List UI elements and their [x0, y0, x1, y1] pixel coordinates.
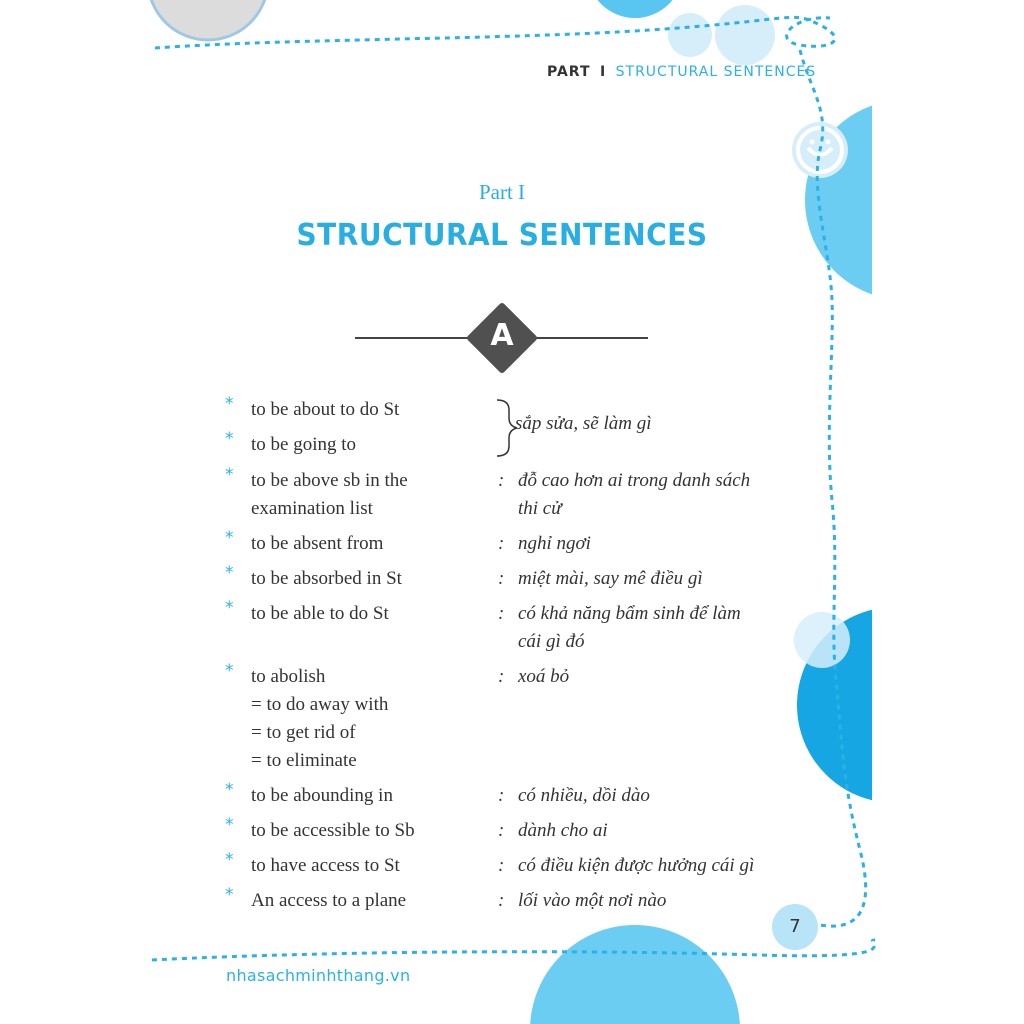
- entry-colon: :: [498, 666, 505, 687]
- entry-meaning: xoá bỏ: [518, 666, 570, 687]
- decor-bubble-small: [668, 13, 712, 57]
- entry-term: to have access to St: [251, 855, 400, 876]
- bullet-star-icon: *: [225, 528, 234, 548]
- entry-meaning: dành cho ai: [518, 820, 608, 841]
- bullet-star-icon: *: [225, 850, 234, 870]
- bullet-star-icon: *: [225, 394, 234, 414]
- entry-colon: :: [498, 568, 505, 589]
- entry-colon: :: [498, 820, 505, 841]
- entry-colon: :: [498, 785, 505, 806]
- entry-meaning: có điều kiện được hưởng cái gì: [518, 855, 755, 876]
- entry-term: to be about to do St: [251, 399, 400, 420]
- decor-circle-bottom: [530, 925, 740, 1024]
- brace-icon: [497, 400, 517, 456]
- entry-term: to be able to do St: [251, 603, 389, 624]
- entry-meaning: miệt mài, say mê điều gì: [518, 568, 703, 589]
- dotted-line-bottom: [152, 940, 875, 960]
- entry-term: to be abounding in: [251, 785, 393, 806]
- header-separator: I: [599, 64, 607, 80]
- entry-meaning: có khả năng bẩm sinh để làm cái gì đó: [518, 603, 741, 652]
- page-number: 7: [772, 904, 818, 950]
- entry-colon: :: [498, 470, 505, 491]
- bullet-star-icon: *: [225, 815, 234, 835]
- header-part: PART: [547, 64, 591, 80]
- bullet-star-icon: *: [225, 885, 234, 905]
- part-label: Part I: [478, 180, 526, 204]
- bullet-star-icon: *: [225, 465, 234, 485]
- running-header: [547, 64, 816, 80]
- bullet-star-icon: *: [225, 661, 234, 681]
- entry-term: to abolish = to do away with = to get rid of = to eliminate: [251, 666, 389, 771]
- decor-bubble-right: [794, 612, 850, 668]
- entry-meaning: đỗ cao hơn ai trong danh sách thi cử: [518, 470, 751, 519]
- entry-colon: :: [498, 533, 505, 554]
- entry-term: to be above sb in the examination list: [251, 470, 408, 519]
- header-title: STRUCTURAL SENTENCES: [615, 64, 817, 80]
- bullet-star-icon: *: [225, 780, 234, 800]
- entry-term: to be going to: [251, 434, 357, 455]
- entry-term: An access to a plane: [251, 890, 407, 911]
- entry-colon: :: [498, 603, 505, 624]
- footer-website: nhasachminhthang.vn: [226, 966, 411, 985]
- decor-grey-circle: [148, 0, 268, 40]
- bullet-star-icon: *: [225, 563, 234, 583]
- entry-colon: :: [498, 890, 505, 911]
- bullet-star-icon: *: [225, 598, 234, 618]
- entry-term: to be accessible to Sb: [251, 820, 415, 841]
- entry-term: to be absorbed in St: [251, 568, 402, 589]
- entry-meaning: lối vào một nơi nào: [518, 890, 667, 911]
- section-letter: A: [490, 318, 514, 353]
- brace-meaning: sắp sửa, sẽ làm gì: [515, 413, 652, 434]
- entry-meaning: có nhiều, dồi dào: [518, 785, 650, 806]
- entry-term: to be absent from: [251, 533, 384, 554]
- entry-meaning: nghỉ ngơi: [518, 533, 591, 554]
- decor-bubble-medium: [715, 5, 775, 65]
- decor-bubble-top: [587, 0, 683, 18]
- entry-colon: :: [498, 855, 505, 876]
- page-title: STRUCTURAL SENTENCES: [296, 216, 708, 253]
- bullet-star-icon: *: [225, 429, 234, 449]
